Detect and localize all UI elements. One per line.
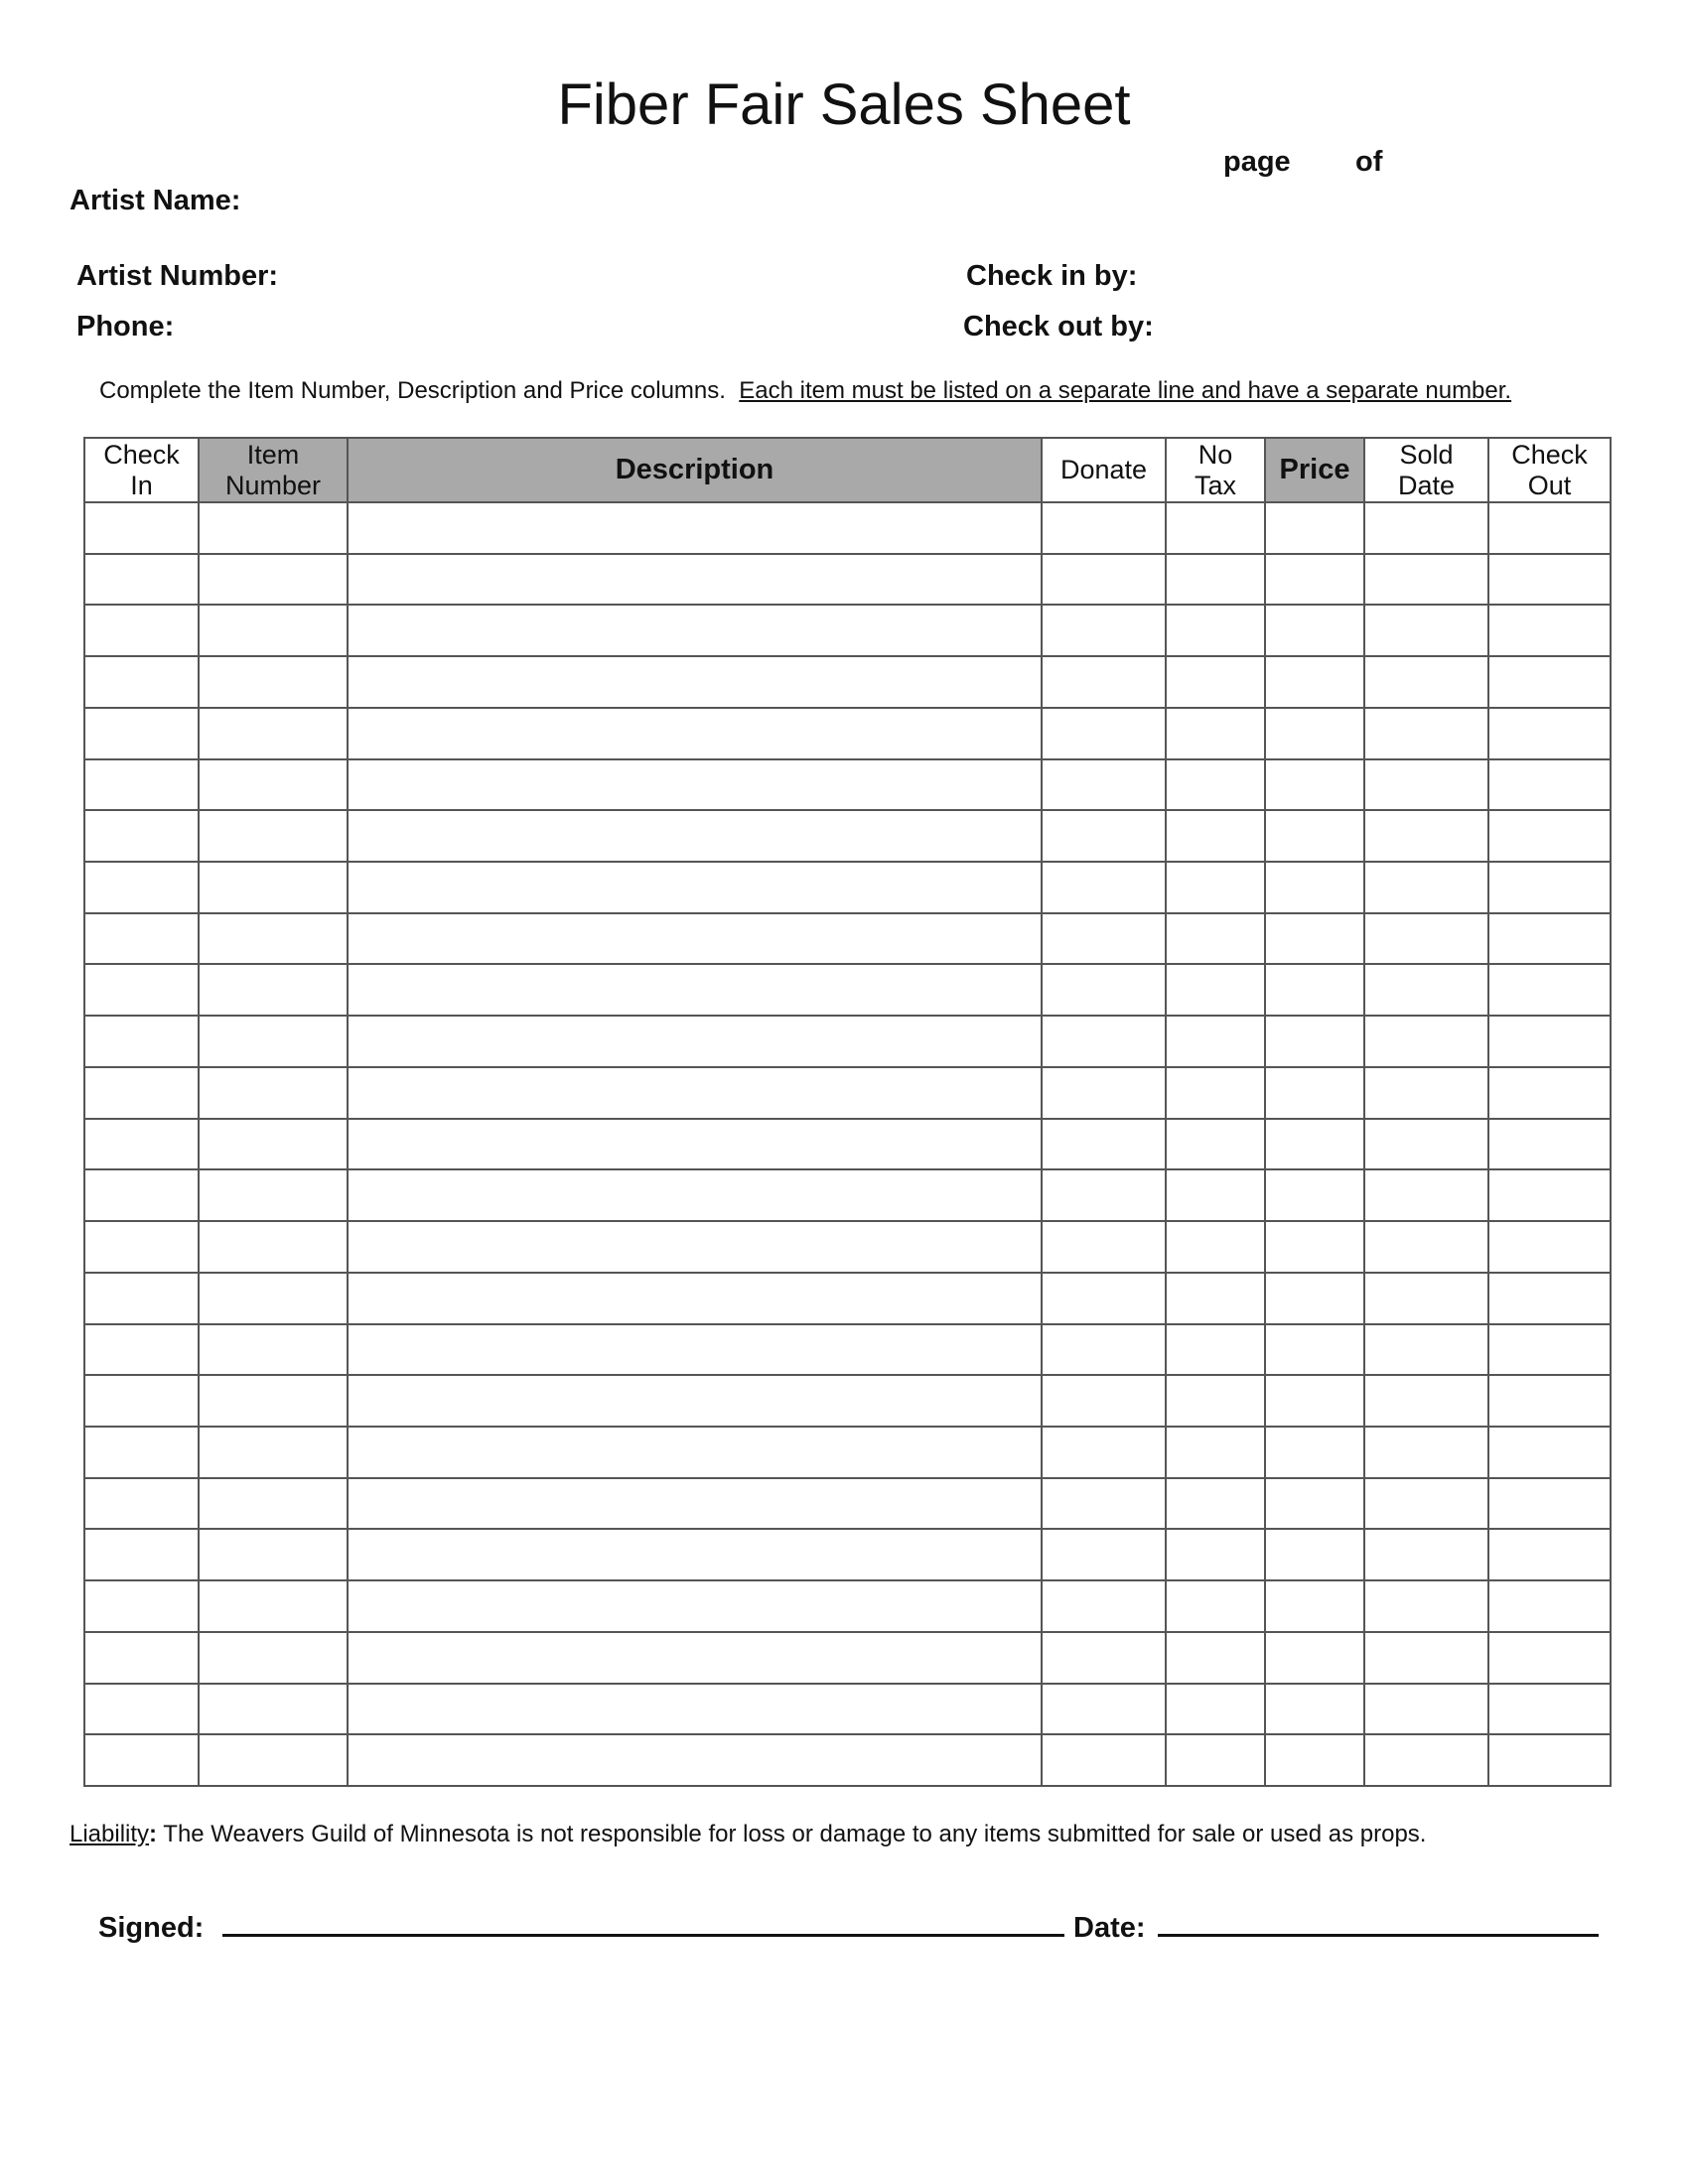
- table-cell[interactable]: [1166, 605, 1265, 656]
- table-cell[interactable]: [1166, 1478, 1265, 1530]
- table-cell[interactable]: [1488, 1273, 1611, 1324]
- table-cell[interactable]: [199, 1324, 348, 1376]
- table-cell[interactable]: [1042, 1580, 1166, 1632]
- table-cell[interactable]: [1265, 708, 1364, 759]
- liability-notice: [70, 1821, 1426, 1848]
- table-cell[interactable]: [84, 1016, 199, 1067]
- table-cell[interactable]: [84, 1580, 199, 1632]
- table-cell[interactable]: [84, 656, 199, 708]
- table-cell[interactable]: [348, 1221, 1042, 1273]
- table-cell[interactable]: [84, 605, 199, 656]
- table-cell[interactable]: [348, 964, 1042, 1016]
- column-header: [1364, 438, 1488, 502]
- table-row: [84, 1119, 1611, 1170]
- table-cell[interactable]: [1042, 1273, 1166, 1324]
- table-cell[interactable]: [348, 554, 1042, 606]
- table-cell[interactable]: [1042, 759, 1166, 811]
- table-cell[interactable]: [1042, 1324, 1166, 1376]
- signed-label: Signed:: [98, 1912, 205, 1944]
- column-header-line-1: Price: [1279, 454, 1350, 485]
- liability-text: The Weavers Guild of Minnesota is not responsible for loss or damage to any items submitted for sale or used as props.: [157, 1821, 1427, 1847]
- table-row: [84, 759, 1611, 811]
- table-row: [84, 810, 1611, 862]
- table-cell[interactable]: [199, 1119, 348, 1170]
- table-cell[interactable]: [1488, 1016, 1611, 1067]
- table-cell[interactable]: [1166, 1684, 1265, 1735]
- table-cell[interactable]: [1042, 862, 1166, 913]
- table-cell[interactable]: [199, 605, 348, 656]
- table-cell[interactable]: [1166, 708, 1265, 759]
- table-cell[interactable]: [348, 1375, 1042, 1427]
- page-title: Fiber Fair Sales Sheet: [557, 72, 1131, 137]
- table-cell[interactable]: [1042, 502, 1166, 554]
- table-cell[interactable]: [1364, 1119, 1488, 1170]
- table-cell[interactable]: [1042, 605, 1166, 656]
- table-cell[interactable]: [199, 1684, 348, 1735]
- table-row: [84, 1324, 1611, 1376]
- table-row: [84, 913, 1611, 965]
- table-cell[interactable]: [84, 1119, 199, 1170]
- table-row: [84, 1067, 1611, 1119]
- table-cell[interactable]: [199, 1529, 348, 1580]
- table-cell[interactable]: [1265, 964, 1364, 1016]
- table-cell[interactable]: [199, 1067, 348, 1119]
- table-cell[interactable]: [1265, 1273, 1364, 1324]
- page-label: page: [1223, 146, 1291, 178]
- table-cell[interactable]: [1042, 1375, 1166, 1427]
- table-cell[interactable]: [1265, 1529, 1364, 1580]
- table-cell[interactable]: [1364, 1734, 1488, 1786]
- table-cell[interactable]: [348, 810, 1042, 862]
- table-cell[interactable]: [84, 759, 199, 811]
- table-cell[interactable]: [348, 1734, 1042, 1786]
- table-cell[interactable]: [1265, 1221, 1364, 1273]
- table-cell[interactable]: [199, 502, 348, 554]
- column-header-line-1: Description: [615, 454, 774, 485]
- table-cell[interactable]: [1364, 1324, 1488, 1376]
- instructions: [99, 377, 1511, 405]
- table-cell[interactable]: [348, 1324, 1042, 1376]
- table-row: [84, 1016, 1611, 1067]
- table-cell[interactable]: [1364, 656, 1488, 708]
- table-cell[interactable]: [199, 656, 348, 708]
- table-cell[interactable]: [348, 708, 1042, 759]
- table-row: [84, 605, 1611, 656]
- table-cell[interactable]: [1488, 862, 1611, 913]
- table-cell[interactable]: [348, 1529, 1042, 1580]
- table-cell[interactable]: [84, 554, 199, 606]
- table-cell[interactable]: [1364, 605, 1488, 656]
- check-out-by-label: Check out by:: [963, 311, 1154, 342]
- table-cell[interactable]: [84, 1427, 199, 1478]
- table-cell[interactable]: [1042, 1632, 1166, 1684]
- column-header-line-2: Number: [224, 470, 322, 500]
- table-cell[interactable]: [1166, 1580, 1265, 1632]
- table-body: [84, 502, 1611, 1786]
- table-cell[interactable]: [1042, 1016, 1166, 1067]
- date-line[interactable]: [1158, 1934, 1599, 1937]
- column-header-line-2: In: [130, 470, 153, 500]
- table-cell[interactable]: [199, 1273, 348, 1324]
- table-cell[interactable]: [199, 1478, 348, 1530]
- table-cell[interactable]: [84, 708, 199, 759]
- liability-label: Liability: [70, 1821, 150, 1847]
- table-cell[interactable]: [84, 1684, 199, 1735]
- column-header: [84, 438, 199, 502]
- table-cell[interactable]: [1265, 1427, 1364, 1478]
- table-cell[interactable]: [1265, 1067, 1364, 1119]
- table-cell[interactable]: [1364, 1169, 1488, 1221]
- column-header-line-1: Donate: [1059, 455, 1148, 484]
- table-cell[interactable]: [348, 862, 1042, 913]
- table-row: [84, 1580, 1611, 1632]
- table-row: [84, 1478, 1611, 1530]
- table-cell[interactable]: [84, 1221, 199, 1273]
- table-cell[interactable]: [1364, 708, 1488, 759]
- table-cell[interactable]: [1166, 1221, 1265, 1273]
- table-cell[interactable]: [84, 1169, 199, 1221]
- instructions-underlined-text: Each item must be listed on a separate line and have a separate number.: [739, 377, 1512, 404]
- table-cell[interactable]: [1488, 1221, 1611, 1273]
- table-cell[interactable]: [1488, 759, 1611, 811]
- artist-number-label: Artist Number:: [76, 260, 279, 292]
- signature-line[interactable]: [222, 1934, 1064, 1937]
- table-cell[interactable]: [1166, 1632, 1265, 1684]
- table-cell[interactable]: [1166, 862, 1265, 913]
- table-cell[interactable]: [199, 1221, 348, 1273]
- table-cell[interactable]: [348, 1632, 1042, 1684]
- table-row: [84, 1632, 1611, 1684]
- table-cell[interactable]: [1042, 1169, 1166, 1221]
- sales-table: [83, 437, 1612, 1787]
- table-row: [84, 1169, 1611, 1221]
- table-cell[interactable]: [199, 810, 348, 862]
- table-row: [84, 1427, 1611, 1478]
- table-cell[interactable]: [1166, 1427, 1265, 1478]
- table-cell[interactable]: [199, 913, 348, 965]
- table-cell[interactable]: [1488, 1580, 1611, 1632]
- column-header-line-1: Check: [103, 439, 180, 470]
- table-cell[interactable]: [1488, 554, 1611, 606]
- table-header-row: [84, 438, 1611, 502]
- table-row: [84, 708, 1611, 759]
- liability-colon: :: [149, 1821, 158, 1847]
- table-cell[interactable]: [1265, 1478, 1364, 1530]
- table-cell[interactable]: [1265, 1580, 1364, 1632]
- table-cell[interactable]: [1364, 913, 1488, 965]
- column-header: [348, 438, 1042, 502]
- table-cell[interactable]: [84, 1529, 199, 1580]
- table-cell[interactable]: [1488, 1734, 1611, 1786]
- table-cell[interactable]: [84, 964, 199, 1016]
- table-cell[interactable]: [1488, 1169, 1611, 1221]
- table-cell[interactable]: [1265, 1632, 1364, 1684]
- table-cell[interactable]: [1488, 810, 1611, 862]
- table-row: [84, 1684, 1611, 1735]
- table-cell[interactable]: [84, 862, 199, 913]
- table-cell[interactable]: [1364, 759, 1488, 811]
- table-cell[interactable]: [1364, 1427, 1488, 1478]
- table-cell[interactable]: [84, 1632, 199, 1684]
- table-cell[interactable]: [84, 913, 199, 965]
- table-cell[interactable]: [199, 862, 348, 913]
- table-cell[interactable]: [1488, 502, 1611, 554]
- table-cell[interactable]: [199, 964, 348, 1016]
- table-cell[interactable]: [1166, 1169, 1265, 1221]
- table-cell[interactable]: [348, 502, 1042, 554]
- table-cell[interactable]: [84, 1478, 199, 1530]
- table-cell[interactable]: [1042, 1427, 1166, 1478]
- table-cell[interactable]: [1166, 810, 1265, 862]
- column-header-line-1: Check: [1511, 439, 1588, 470]
- table-cell[interactable]: [1265, 862, 1364, 913]
- table-cell[interactable]: [1364, 1580, 1488, 1632]
- instructions-text: Complete the Item Number, Description and Price columns.: [99, 377, 726, 404]
- table-cell[interactable]: [1166, 1016, 1265, 1067]
- table-cell[interactable]: [1364, 1273, 1488, 1324]
- table-cell[interactable]: [348, 913, 1042, 965]
- table-cell[interactable]: [1166, 964, 1265, 1016]
- table-cell[interactable]: [1364, 1375, 1488, 1427]
- table-cell[interactable]: [1364, 1632, 1488, 1684]
- table-cell[interactable]: [348, 1169, 1042, 1221]
- table-cell[interactable]: [1166, 1375, 1265, 1427]
- date-label: Date:: [1073, 1912, 1146, 1944]
- column-header: [1488, 438, 1611, 502]
- table-cell[interactable]: [348, 1273, 1042, 1324]
- table-cell[interactable]: [348, 1580, 1042, 1632]
- table-cell[interactable]: [199, 1016, 348, 1067]
- table-cell[interactable]: [1488, 1375, 1611, 1427]
- check-in-by-label: Check in by:: [966, 260, 1138, 292]
- table-cell[interactable]: [348, 1119, 1042, 1170]
- table-cell[interactable]: [348, 1427, 1042, 1478]
- column-header-line-1: Sold: [1399, 439, 1454, 470]
- table-row: [84, 1375, 1611, 1427]
- table-row: [84, 554, 1611, 606]
- of-label: of: [1355, 146, 1383, 178]
- table-cell[interactable]: [1265, 913, 1364, 965]
- table-cell[interactable]: [1265, 1684, 1364, 1735]
- table-cell[interactable]: [1488, 656, 1611, 708]
- column-header: [1042, 438, 1166, 502]
- table-cell[interactable]: [1042, 1478, 1166, 1530]
- table-cell[interactable]: [1042, 1221, 1166, 1273]
- table-row: [84, 862, 1611, 913]
- table-cell[interactable]: [1166, 1067, 1265, 1119]
- table-cell[interactable]: [1042, 913, 1166, 965]
- table-cell[interactable]: [199, 1734, 348, 1786]
- table-cell[interactable]: [1042, 1119, 1166, 1170]
- table-cell[interactable]: [1488, 1427, 1611, 1478]
- table-cell[interactable]: [1265, 1016, 1364, 1067]
- column-header-line-1: No: [1197, 439, 1233, 470]
- table-cell[interactable]: [1488, 913, 1611, 965]
- column-header-line-2: Out: [1527, 470, 1572, 500]
- table-cell[interactable]: [1166, 759, 1265, 811]
- table-cell[interactable]: [348, 759, 1042, 811]
- table-cell[interactable]: [199, 1427, 348, 1478]
- table-cell[interactable]: [348, 1684, 1042, 1735]
- table-cell[interactable]: [1488, 1119, 1611, 1170]
- table-cell[interactable]: [84, 1067, 199, 1119]
- table-cell[interactable]: [1364, 1684, 1488, 1735]
- table-cell[interactable]: [348, 605, 1042, 656]
- table-cell[interactable]: [1042, 964, 1166, 1016]
- table-cell[interactable]: [1364, 810, 1488, 862]
- table-cell[interactable]: [1265, 554, 1364, 606]
- table-cell[interactable]: [1042, 554, 1166, 606]
- table-cell[interactable]: [1364, 862, 1488, 913]
- table-cell[interactable]: [1042, 656, 1166, 708]
- table-cell[interactable]: [1488, 1529, 1611, 1580]
- table-cell[interactable]: [199, 1375, 348, 1427]
- column-header-line-2: Date: [1397, 470, 1456, 500]
- table-cell[interactable]: [1364, 1529, 1488, 1580]
- table-cell[interactable]: [1488, 964, 1611, 1016]
- table-cell[interactable]: [199, 1632, 348, 1684]
- table-cell[interactable]: [1166, 1324, 1265, 1376]
- table-cell[interactable]: [1265, 1375, 1364, 1427]
- table-cell[interactable]: [1488, 1632, 1611, 1684]
- table-cell[interactable]: [1166, 913, 1265, 965]
- table-cell[interactable]: [1265, 1169, 1364, 1221]
- column-header-line-1: Item: [246, 439, 300, 470]
- table-row: [84, 1273, 1611, 1324]
- table-cell[interactable]: [1364, 554, 1488, 606]
- table-cell[interactable]: [84, 1734, 199, 1786]
- table-row: [84, 502, 1611, 554]
- table-row: [84, 1221, 1611, 1273]
- table-cell[interactable]: [1166, 502, 1265, 554]
- table-cell[interactable]: [1488, 1478, 1611, 1530]
- table-cell[interactable]: [1166, 1734, 1265, 1786]
- table-cell[interactable]: [348, 1067, 1042, 1119]
- table-cell[interactable]: [1166, 554, 1265, 606]
- table-cell[interactable]: [1042, 810, 1166, 862]
- table-row: [84, 964, 1611, 1016]
- table-cell[interactable]: [1042, 1067, 1166, 1119]
- table-cell[interactable]: [1364, 964, 1488, 1016]
- table-cell[interactable]: [199, 1580, 348, 1632]
- table-cell[interactable]: [1166, 1529, 1265, 1580]
- table-cell[interactable]: [1042, 708, 1166, 759]
- table-cell[interactable]: [348, 656, 1042, 708]
- table-cell[interactable]: [1042, 1529, 1166, 1580]
- table-cell[interactable]: [1488, 1684, 1611, 1735]
- table-cell[interactable]: [1488, 708, 1611, 759]
- table-cell[interactable]: [1042, 1684, 1166, 1735]
- table-cell[interactable]: [348, 1478, 1042, 1530]
- table-cell[interactable]: [199, 554, 348, 606]
- table-cell[interactable]: [199, 1169, 348, 1221]
- table-cell[interactable]: [1042, 1734, 1166, 1786]
- table-cell[interactable]: [1265, 1324, 1364, 1376]
- table-cell[interactable]: [1488, 605, 1611, 656]
- table-cell[interactable]: [1364, 1478, 1488, 1530]
- table-cell[interactable]: [1364, 1016, 1488, 1067]
- table-row: [84, 1734, 1611, 1786]
- column-header: [1166, 438, 1265, 502]
- phone-label: Phone:: [76, 311, 175, 342]
- table-cell[interactable]: [199, 759, 348, 811]
- table-cell[interactable]: [84, 1324, 199, 1376]
- table-cell[interactable]: [348, 1016, 1042, 1067]
- table-cell[interactable]: [1265, 759, 1364, 811]
- column-header: [1265, 438, 1364, 502]
- table-cell[interactable]: [1166, 1273, 1265, 1324]
- table-cell[interactable]: [1265, 810, 1364, 862]
- table-cell[interactable]: [1265, 656, 1364, 708]
- table-cell[interactable]: [1265, 605, 1364, 656]
- table-cell[interactable]: [1364, 1067, 1488, 1119]
- table-cell[interactable]: [199, 708, 348, 759]
- column-header: [199, 438, 348, 502]
- table-cell[interactable]: [1265, 502, 1364, 554]
- column-header-line-2: Tax: [1194, 470, 1237, 500]
- table-cell[interactable]: [1166, 1119, 1265, 1170]
- table-cell[interactable]: [1265, 1119, 1364, 1170]
- table-cell[interactable]: [84, 502, 199, 554]
- table-cell[interactable]: [1488, 1324, 1611, 1376]
- table-cell[interactable]: [84, 810, 199, 862]
- table-cell[interactable]: [1488, 1067, 1611, 1119]
- table-cell[interactable]: [84, 1273, 199, 1324]
- table-cell[interactable]: [1364, 502, 1488, 554]
- table-row: [84, 656, 1611, 708]
- table-cell[interactable]: [1265, 1734, 1364, 1786]
- table-cell[interactable]: [1166, 656, 1265, 708]
- table-cell[interactable]: [84, 1375, 199, 1427]
- table-cell[interactable]: [1364, 1221, 1488, 1273]
- table-row: [84, 1529, 1611, 1580]
- artist-name-label: Artist Name:: [70, 185, 241, 216]
